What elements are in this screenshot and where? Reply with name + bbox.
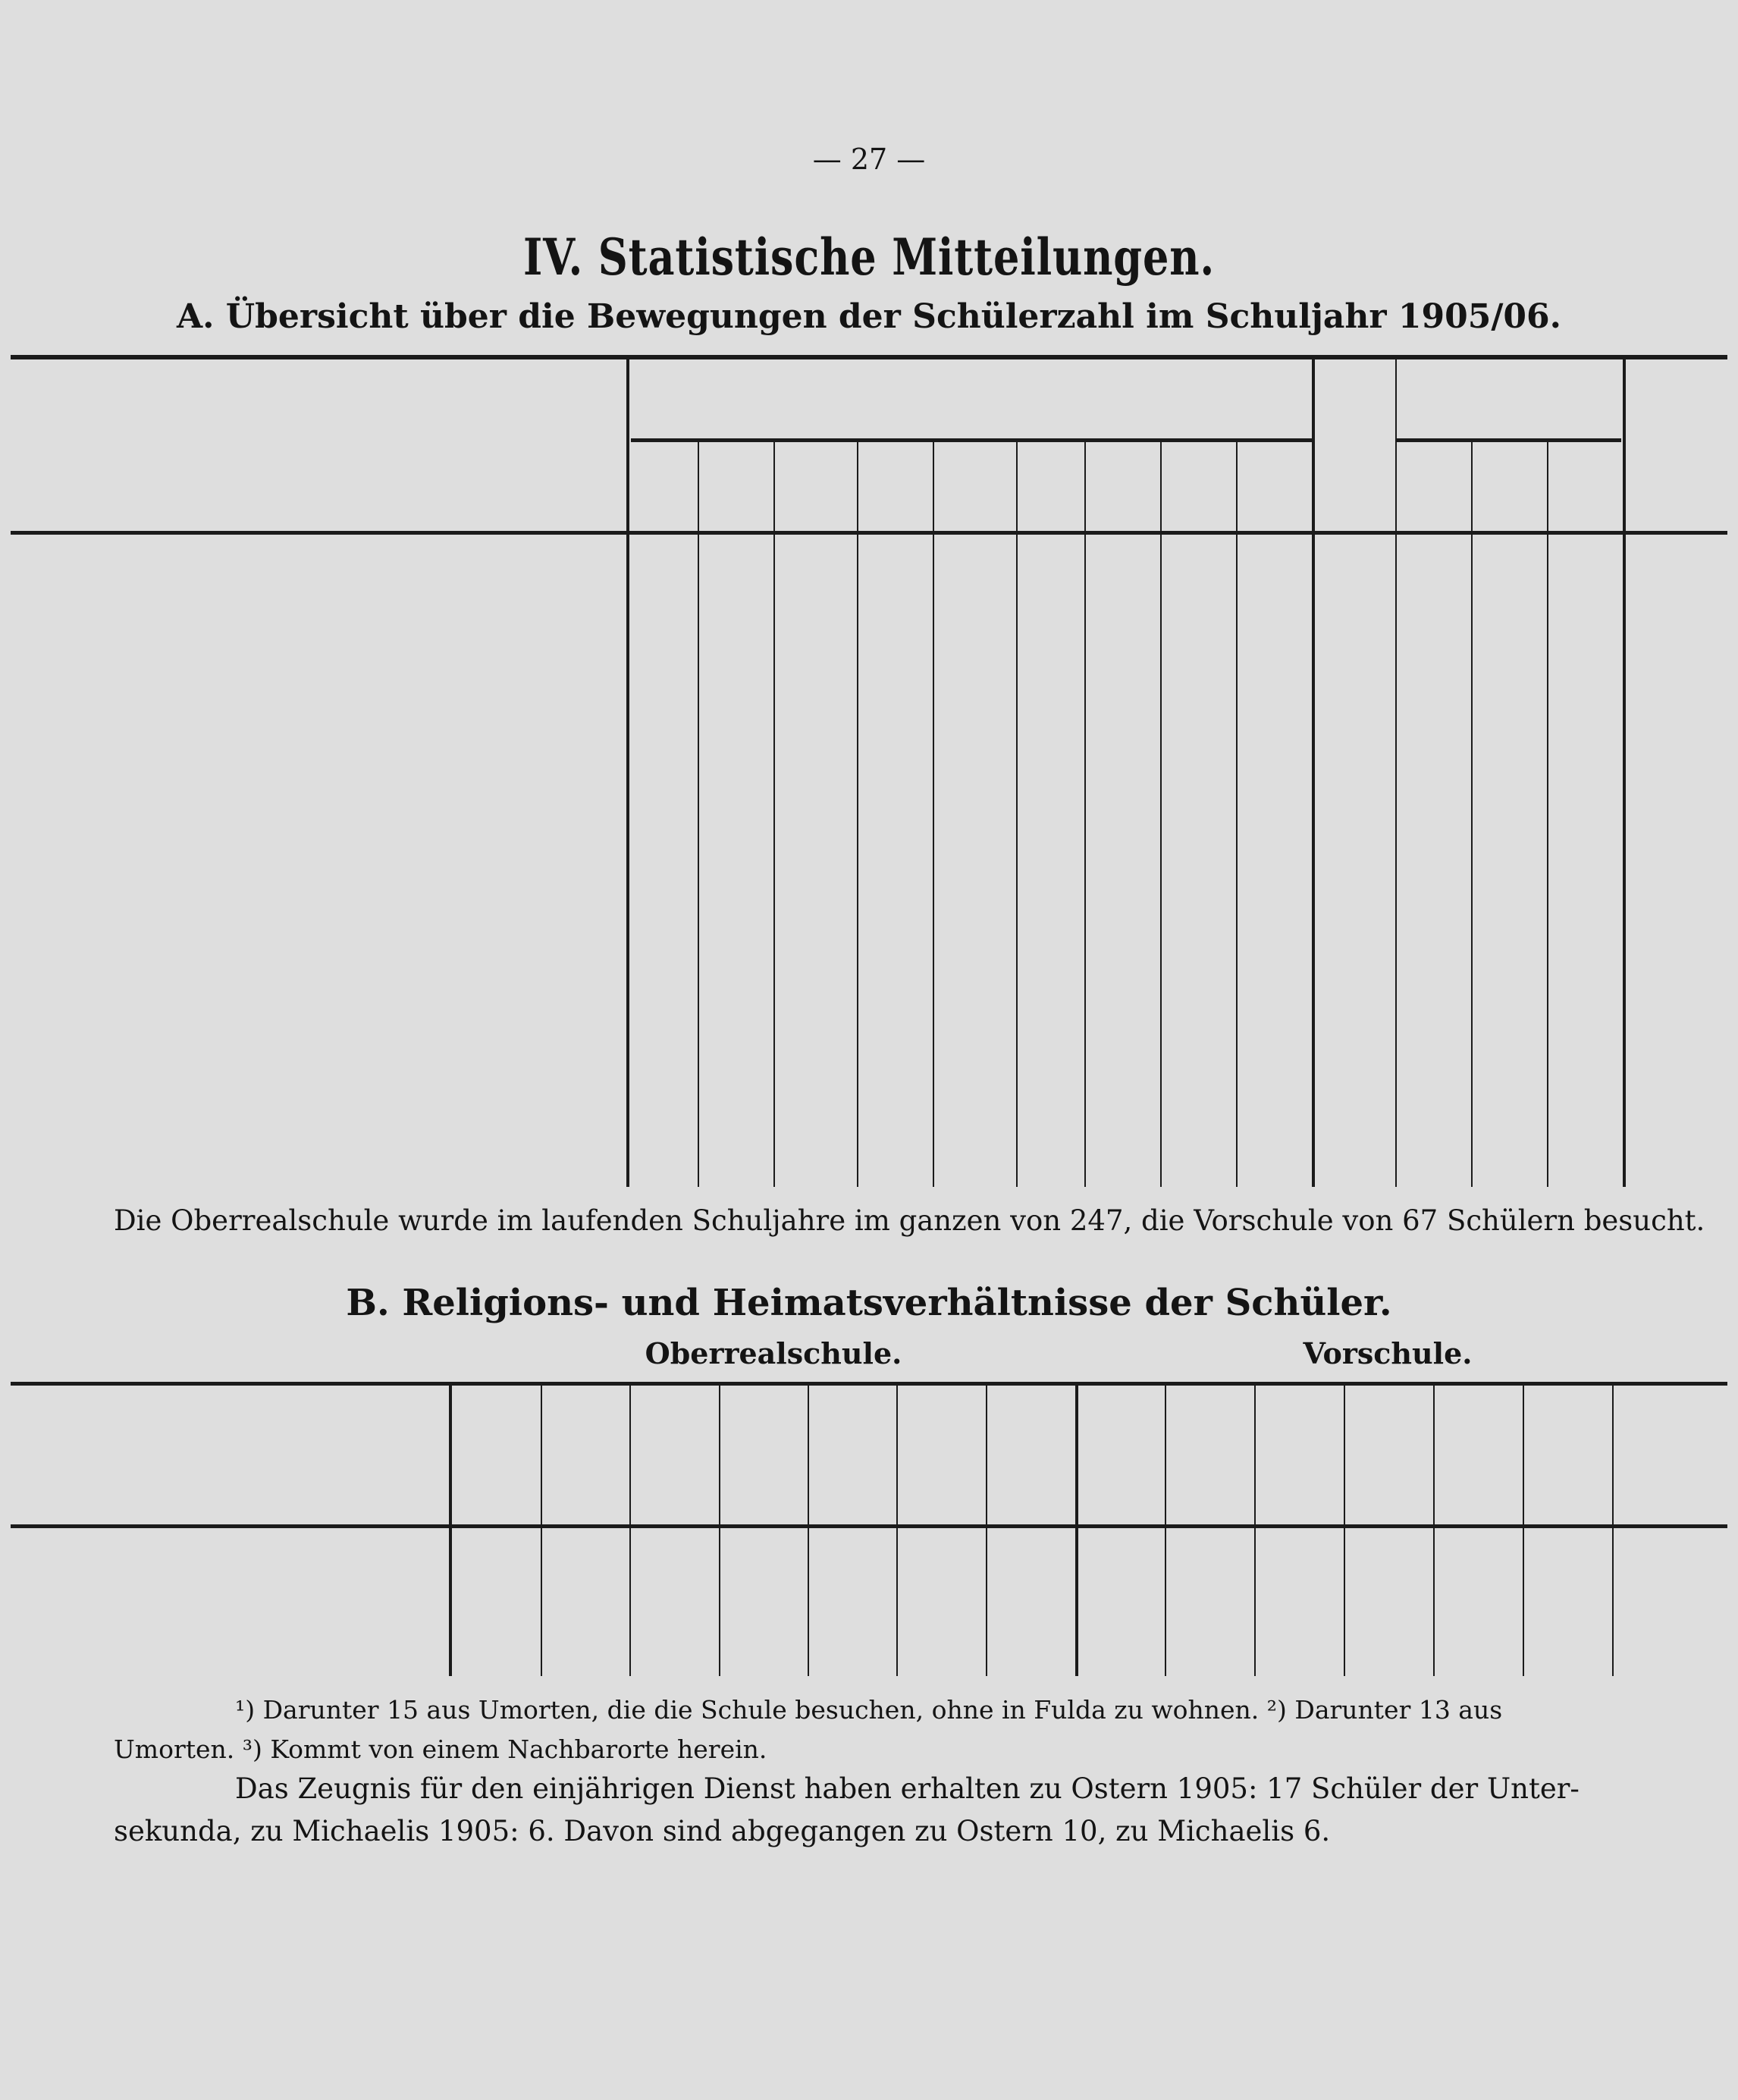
closing-line-2: sekunda, zu Michaelis 1905: 6. Davon sind abgegangen zu Ostern 10, zu Michaelis 6. xyxy=(114,1815,1331,1847)
table-a-column-divider xyxy=(773,442,775,1187)
table-a-column-divider xyxy=(1623,355,1626,1187)
table-a-column-divider xyxy=(1395,355,1397,1187)
column-header xyxy=(1532,1395,1603,1517)
column-header xyxy=(1442,1395,1514,1517)
column-header xyxy=(995,1395,1066,1517)
footnote-line-1: ¹) Darunter 15 aus Umorten, die die Schule besuchen, ohne in Fulda zu wohnen. ²) Darunter 13 aus xyxy=(235,1695,1503,1725)
column-header xyxy=(905,1395,977,1517)
table-b-column-divider xyxy=(1612,1382,1614,1676)
section-b-title: B. Religions- und Heimatsverhältnisse der Schüler. xyxy=(346,1282,1392,1324)
table-b-top-rule xyxy=(11,1382,1727,1386)
table-b-column-divider xyxy=(1523,1382,1524,1676)
column-header xyxy=(728,1395,798,1517)
table-b-column-divider xyxy=(1254,1382,1256,1676)
column-header xyxy=(1174,1395,1245,1517)
page-heading: IV. Statistische Mitteilungen. xyxy=(522,228,1216,287)
table-b-column-divider xyxy=(541,1382,542,1676)
table-a-column-divider xyxy=(1160,442,1162,1187)
table-a-column-divider xyxy=(1471,442,1473,1187)
table-a-column-divider xyxy=(1016,442,1018,1187)
section-b-oberrealschule-label: Oberrealschule. xyxy=(645,1336,902,1370)
column-header xyxy=(458,1395,532,1517)
table-b-column-divider xyxy=(629,1382,631,1676)
table-b-column-divider xyxy=(1433,1382,1435,1676)
footnote-line-2: Umorten. ³) Kommt von einem Nachbarorte herein. xyxy=(114,1734,767,1764)
table-a-group-rule xyxy=(1397,438,1621,442)
column-header xyxy=(1353,1395,1424,1517)
table-a-label-divider xyxy=(626,355,629,1187)
section-b-vorschule-label: Vorschule. xyxy=(1303,1336,1473,1370)
column-header xyxy=(638,1395,710,1517)
table-a-column-divider xyxy=(857,442,858,1187)
table-b-header-rule xyxy=(11,1524,1727,1528)
closing-line-1: Das Zeugnis für den einjährigen Dienst haben erhalten zu Ostern 1905: 17 Schüler der Unter- xyxy=(235,1772,1580,1805)
table-b-column-divider xyxy=(808,1382,809,1676)
column-header xyxy=(1263,1395,1335,1517)
table-b-column-divider xyxy=(896,1382,898,1676)
table-b-column-divider xyxy=(1165,1382,1166,1676)
table-a-group-rule xyxy=(631,438,1312,442)
column-header xyxy=(550,1395,620,1517)
column-header xyxy=(817,1395,887,1517)
table-a-column-divider xyxy=(698,442,699,1187)
summe-header xyxy=(1337,394,1375,493)
table-a-header-rule xyxy=(11,531,1727,535)
table-a-column-divider xyxy=(1236,442,1238,1187)
section-a-note: Die Oberrealschule wurde im laufenden Schuljahre im ganzen von 247, die Vorschule von 67 Schülern besucht. xyxy=(114,1204,1705,1237)
column-header xyxy=(1084,1395,1156,1517)
table-b-column-divider xyxy=(1075,1382,1078,1676)
column-header xyxy=(1621,1395,1693,1517)
table-a-column-divider xyxy=(933,442,934,1187)
table-a-column-divider xyxy=(1084,442,1086,1187)
table-b-column-divider xyxy=(986,1382,987,1676)
table-a-column-divider xyxy=(1547,442,1548,1187)
table-a-top-rule xyxy=(11,355,1727,359)
table-b-column-divider xyxy=(719,1382,720,1676)
table-b-column-divider xyxy=(1344,1382,1345,1676)
page-number: — 27 — xyxy=(812,143,926,176)
table-b-column-divider xyxy=(449,1382,452,1676)
summe-header xyxy=(1644,394,1682,493)
section-a-title: A. Übersicht über die Bewegungen der Schülerzahl im Schuljahr 1905/06. xyxy=(177,297,1561,336)
table-a-column-divider xyxy=(1312,355,1315,1187)
